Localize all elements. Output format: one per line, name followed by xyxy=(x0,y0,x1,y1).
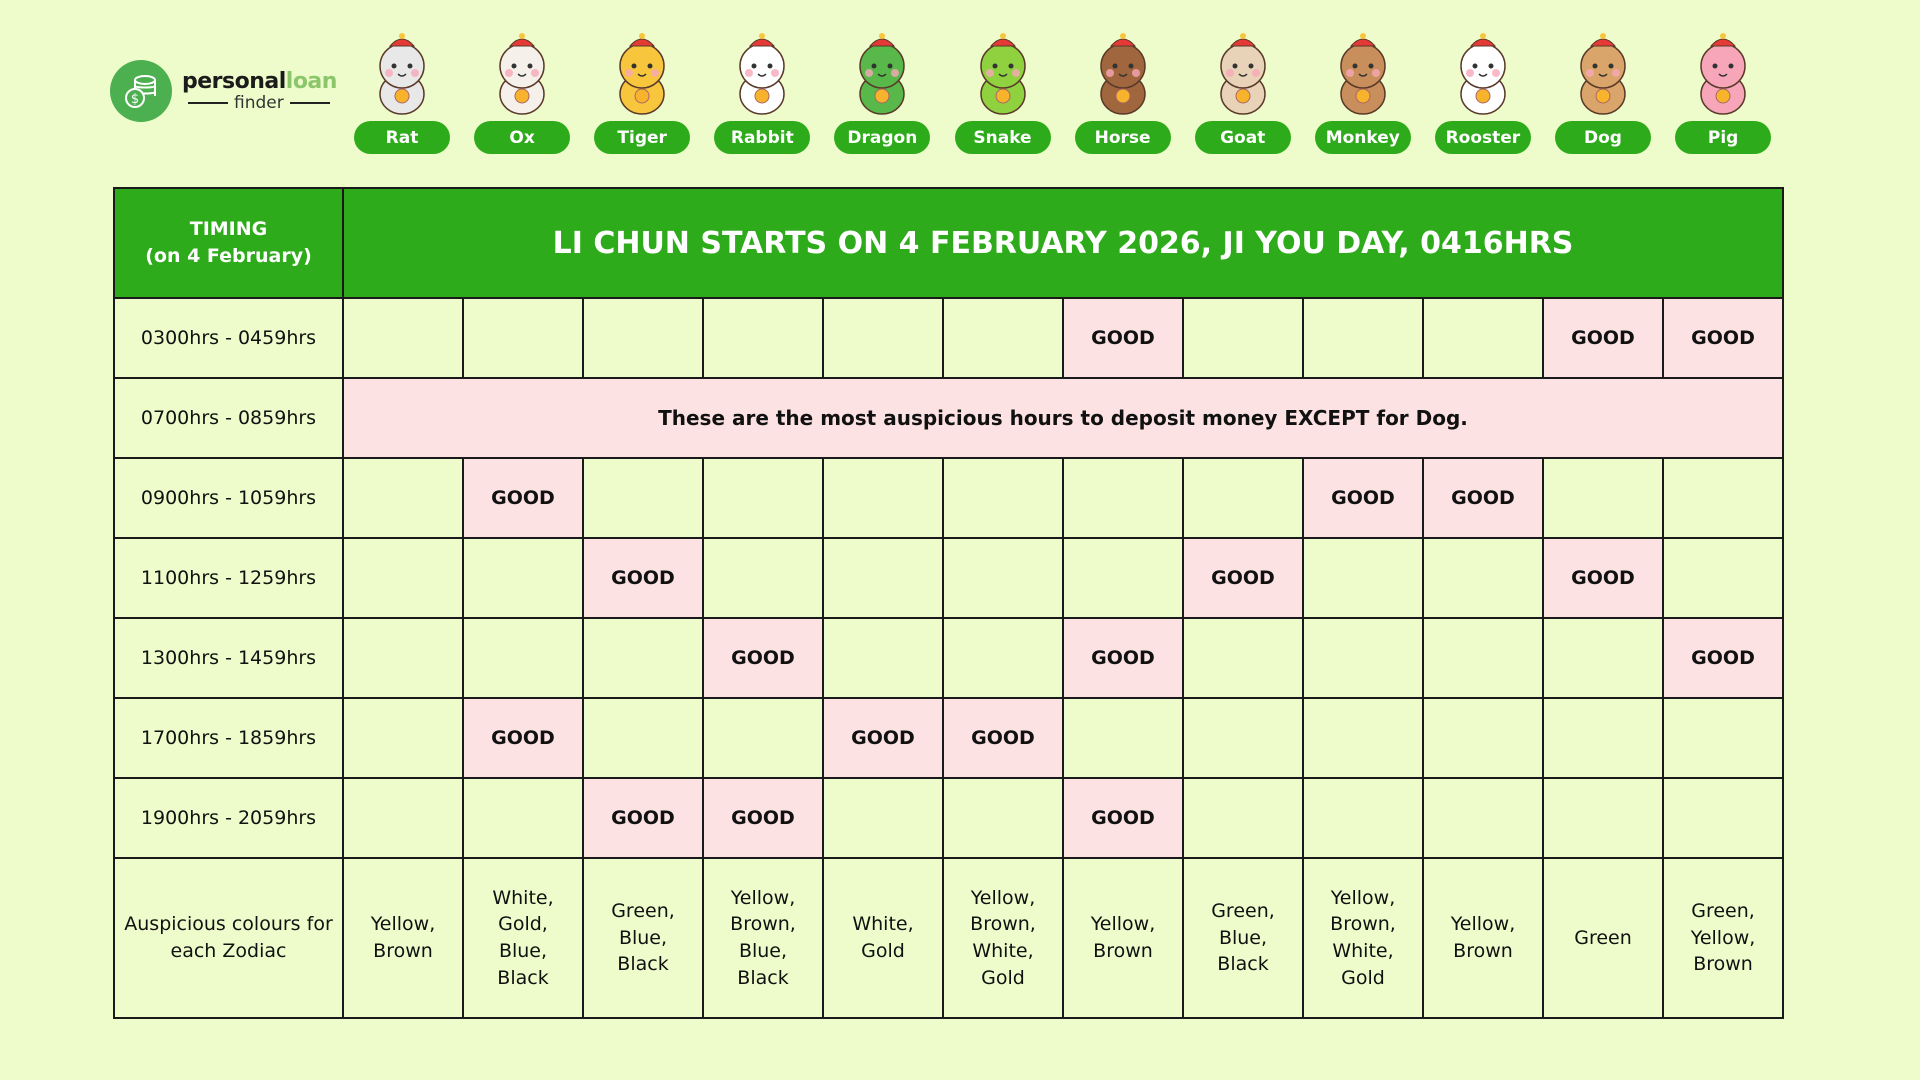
table-title: LI CHUN STARTS ON 4 FEBRUARY 2026, JI YOU DAY, 0416HRS xyxy=(343,188,1783,298)
zodiac-label-monkey[interactable]: Monkey xyxy=(1315,121,1411,154)
colours-cell-dog xyxy=(1543,858,1663,1018)
dragon-icon xyxy=(842,28,922,118)
empty-cell xyxy=(823,298,943,378)
colours-cell-horse xyxy=(1063,858,1183,1018)
zodiac-rabbit xyxy=(707,28,817,154)
good-cell-pig: GOOD xyxy=(1663,618,1783,698)
colours-cell-rabbit xyxy=(703,858,823,1018)
colour-item: Green, xyxy=(1691,900,1755,923)
zodiac-snake xyxy=(948,28,1058,154)
empty-cell xyxy=(823,778,943,858)
empty-cell xyxy=(583,458,703,538)
time-slot: 1700hrs - 1859hrs xyxy=(114,698,343,778)
zodiac-label-ox[interactable]: Ox xyxy=(474,121,570,154)
empty-cell xyxy=(703,298,823,378)
goat-icon xyxy=(1203,28,1283,118)
auspicious-hours-table xyxy=(113,187,1784,1019)
time-slot: 0900hrs - 1059hrs xyxy=(114,458,343,538)
colour-item: Brown, xyxy=(970,913,1036,936)
table-row xyxy=(114,378,1783,458)
empty-cell xyxy=(583,618,703,698)
empty-cell xyxy=(943,458,1063,538)
colours-cell-snake xyxy=(943,858,1063,1018)
timing-header-sub: (on 4 February) xyxy=(145,245,312,267)
horse-icon xyxy=(1083,28,1163,118)
good-cell-tiger: GOOD xyxy=(583,538,703,618)
empty-cell xyxy=(1663,538,1783,618)
logo-word-finder: finder xyxy=(234,92,284,113)
empty-cell xyxy=(703,698,823,778)
zodiac-ox xyxy=(467,28,577,154)
colours-cell-ox xyxy=(463,858,583,1018)
colour-item: Gold xyxy=(861,940,905,962)
empty-cell xyxy=(343,458,463,538)
empty-cell xyxy=(1303,778,1423,858)
zodiac-label-dragon[interactable]: Dragon xyxy=(834,121,930,154)
empty-cell xyxy=(1543,698,1663,778)
empty-cell xyxy=(1663,698,1783,778)
zodiac-tiger xyxy=(587,28,697,154)
rat-icon xyxy=(362,28,442,118)
zodiac-label-rooster[interactable]: Rooster xyxy=(1435,121,1531,154)
colours-row xyxy=(114,858,1783,1018)
empty-cell xyxy=(1063,538,1183,618)
time-slot: 0300hrs - 0459hrs xyxy=(114,298,343,378)
colour-item: Brown, xyxy=(1330,913,1396,936)
good-cell-ox: GOOD xyxy=(463,698,583,778)
zodiac-label-tiger[interactable]: Tiger xyxy=(594,121,690,154)
good-cell-snake: GOOD xyxy=(943,698,1063,778)
svg-text:$: $ xyxy=(130,92,140,107)
colour-item: Black xyxy=(737,966,789,989)
empty-cell xyxy=(343,778,463,858)
colour-item: Yellow, xyxy=(370,913,436,936)
empty-cell xyxy=(463,298,583,378)
colour-item: Yellow, xyxy=(1450,913,1516,936)
rabbit-icon xyxy=(722,28,802,118)
zodiac-dog xyxy=(1548,28,1658,154)
empty-cell xyxy=(1423,298,1543,378)
zodiac-label-goat[interactable]: Goat xyxy=(1195,121,1291,154)
empty-cell xyxy=(1423,698,1543,778)
good-cell-ox: GOOD xyxy=(463,458,583,538)
zodiac-horse xyxy=(1068,28,1178,154)
good-cell-pig: GOOD xyxy=(1663,298,1783,378)
zodiac-label-pig[interactable]: Pig xyxy=(1675,121,1771,154)
zodiac-label-rat[interactable]: Rat xyxy=(354,121,450,154)
zodiac-pig xyxy=(1668,28,1778,154)
table-row xyxy=(114,538,1783,618)
empty-cell xyxy=(703,458,823,538)
colour-item: Green xyxy=(1574,926,1632,949)
good-cell-horse: GOOD xyxy=(1063,298,1183,378)
zodiac-goat xyxy=(1188,28,1298,154)
colour-item: Yellow, xyxy=(1690,926,1756,949)
table-row xyxy=(114,618,1783,698)
empty-cell xyxy=(463,538,583,618)
empty-cell xyxy=(943,298,1063,378)
colours-cell-tiger xyxy=(583,858,703,1018)
empty-cell xyxy=(1423,618,1543,698)
empty-cell xyxy=(1303,298,1423,378)
good-cell-rabbit: GOOD xyxy=(703,778,823,858)
colours-cell-monkey xyxy=(1303,858,1423,1018)
empty-cell xyxy=(463,778,583,858)
pig-icon xyxy=(1683,28,1763,118)
empty-cell xyxy=(1423,538,1543,618)
empty-cell xyxy=(1183,298,1303,378)
zodiac-rat xyxy=(347,28,457,154)
colour-item: Blue, xyxy=(738,940,788,962)
zodiac-dragon xyxy=(827,28,937,154)
empty-cell xyxy=(583,698,703,778)
logo[interactable] xyxy=(110,60,337,122)
zodiac-label-horse[interactable]: Horse xyxy=(1075,121,1171,154)
empty-cell xyxy=(1663,458,1783,538)
colour-item: White, xyxy=(492,886,554,909)
table-header-row xyxy=(114,188,1783,298)
logo-word-loan: loan xyxy=(285,68,337,94)
colours-cell-goat xyxy=(1183,858,1303,1018)
empty-cell xyxy=(823,618,943,698)
empty-cell xyxy=(1543,778,1663,858)
coin-stack-icon xyxy=(110,60,172,122)
zodiac-label-rabbit[interactable]: Rabbit xyxy=(714,121,810,154)
colours-label: Auspicious colours for each Zodiac xyxy=(114,858,343,1018)
good-cell-goat: GOOD xyxy=(1183,538,1303,618)
good-cell-tiger: GOOD xyxy=(583,778,703,858)
zodiac-rooster xyxy=(1428,28,1538,154)
dog-icon xyxy=(1563,28,1643,118)
colour-item: Black xyxy=(1217,953,1269,976)
time-slot: 1900hrs - 2059hrs xyxy=(114,778,343,858)
colour-item: Yellow, xyxy=(970,886,1036,909)
table-row xyxy=(114,698,1783,778)
good-cell-rabbit: GOOD xyxy=(703,618,823,698)
empty-cell xyxy=(1063,458,1183,538)
empty-cell xyxy=(703,538,823,618)
empty-cell xyxy=(1183,618,1303,698)
colour-item: Green, xyxy=(611,900,675,923)
colour-item: Brown xyxy=(373,940,433,962)
tiger-icon xyxy=(602,28,682,118)
rooster-icon xyxy=(1443,28,1523,118)
empty-cell xyxy=(1543,618,1663,698)
empty-cell xyxy=(1303,618,1423,698)
colour-item: Gold xyxy=(1341,966,1385,989)
zodiac-label-snake[interactable]: Snake xyxy=(955,121,1051,154)
empty-cell xyxy=(1663,778,1783,858)
good-cell-monkey: GOOD xyxy=(1303,458,1423,538)
colour-item: Brown, xyxy=(730,913,796,936)
colour-item: Blue, xyxy=(1218,926,1268,949)
ox-icon xyxy=(482,28,562,118)
good-cell-dragon: GOOD xyxy=(823,698,943,778)
colour-item: Blue, xyxy=(498,940,548,962)
colours-cell-rat xyxy=(343,858,463,1018)
colour-item: White, xyxy=(852,913,914,936)
colour-item: White, xyxy=(972,940,1034,962)
colour-item: Brown xyxy=(1093,940,1153,962)
empty-cell xyxy=(823,538,943,618)
good-cell-dog: GOOD xyxy=(1543,298,1663,378)
auspicious-note: These are the most auspicious hours to deposit money EXCEPT for Dog. xyxy=(343,378,1783,458)
empty-cell xyxy=(1303,698,1423,778)
timing-header xyxy=(114,188,343,298)
monkey-icon xyxy=(1323,28,1403,118)
empty-cell xyxy=(343,538,463,618)
timing-header-label: TIMING xyxy=(189,218,268,241)
table-row xyxy=(114,458,1783,538)
colour-item: Yellow, xyxy=(1090,913,1156,936)
time-slot: 1100hrs - 1259hrs xyxy=(114,538,343,618)
colour-item: Yellow, xyxy=(730,886,796,909)
empty-cell xyxy=(343,618,463,698)
empty-cell xyxy=(1183,458,1303,538)
table-row xyxy=(114,778,1783,858)
logo-word-personal: personal xyxy=(182,68,286,94)
colour-item: Gold xyxy=(981,966,1025,989)
snake-icon xyxy=(963,28,1043,118)
empty-cell xyxy=(1423,778,1543,858)
colour-item: Black xyxy=(497,966,549,989)
time-slot: 0700hrs - 0859hrs xyxy=(114,378,343,458)
time-slot: 1300hrs - 1459hrs xyxy=(114,618,343,698)
colour-item: White, xyxy=(1332,940,1394,962)
empty-cell xyxy=(1183,778,1303,858)
colour-item: Yellow, xyxy=(1330,886,1396,909)
empty-cell xyxy=(583,298,703,378)
empty-cell xyxy=(343,298,463,378)
empty-cell xyxy=(823,458,943,538)
zodiac-monkey xyxy=(1308,28,1418,154)
good-cell-horse: GOOD xyxy=(1063,618,1183,698)
empty-cell xyxy=(943,618,1063,698)
colours-cell-dragon xyxy=(823,858,943,1018)
colour-item: Brown xyxy=(1453,940,1513,962)
good-cell-dog: GOOD xyxy=(1543,538,1663,618)
colour-item: Gold, xyxy=(498,913,548,936)
colour-item: Black xyxy=(617,953,669,976)
empty-cell xyxy=(343,698,463,778)
empty-cell xyxy=(943,778,1063,858)
empty-cell xyxy=(1543,458,1663,538)
empty-cell xyxy=(1303,538,1423,618)
empty-cell xyxy=(463,618,583,698)
zodiac-label-dog[interactable]: Dog xyxy=(1555,121,1651,154)
good-cell-horse: GOOD xyxy=(1063,778,1183,858)
colours-cell-pig xyxy=(1663,858,1783,1018)
colours-cell-rooster xyxy=(1423,858,1543,1018)
empty-cell xyxy=(943,538,1063,618)
good-cell-rooster: GOOD xyxy=(1423,458,1543,538)
empty-cell xyxy=(1063,698,1183,778)
colour-item: Brown xyxy=(1693,953,1753,976)
colour-item: Green, xyxy=(1211,900,1275,923)
colour-item: Blue, xyxy=(618,926,668,949)
table-row xyxy=(114,298,1783,378)
empty-cell xyxy=(1183,698,1303,778)
